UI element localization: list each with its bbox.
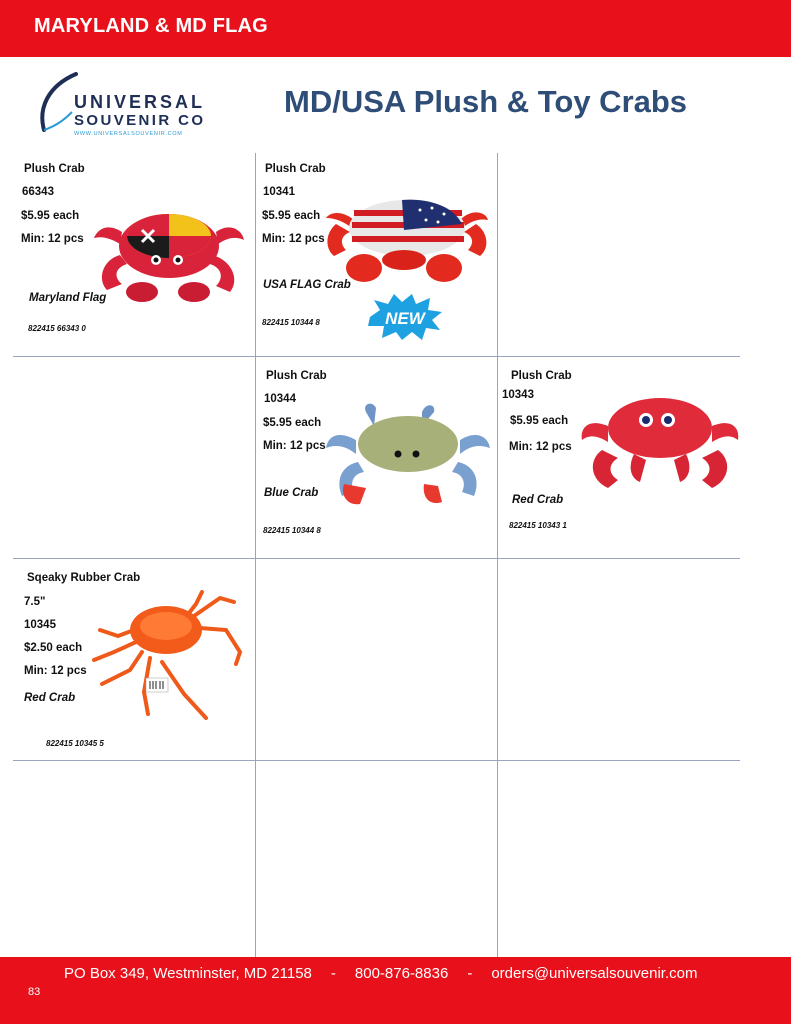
logo-text-line2: SOUVENIR CO (74, 112, 206, 129)
product-price: $5.95 each (21, 210, 80, 222)
grid-divider (13, 760, 740, 761)
footer-address: PO Box 349, Westminster, MD 21158 (64, 965, 312, 982)
product-price: $5.95 each (263, 417, 322, 429)
product-description: USA FLAG Crab (263, 279, 351, 291)
product-upc: 822415 10344 8 (263, 526, 321, 535)
product-name: Plush Crab (265, 163, 326, 175)
product-size: 7.5" (24, 596, 46, 608)
footer-separator: - (467, 965, 473, 982)
footer-phone[interactable]: 800-876-8836 (354, 965, 449, 982)
grid-divider (255, 153, 256, 957)
rubber-crab-image (90, 590, 246, 724)
usa-flag-plush-crab-image (324, 194, 490, 288)
product-item-number: 66343 (22, 186, 54, 198)
footer-email[interactable]: orders@universalsouvenir.com (491, 965, 698, 982)
product-item-number: 10344 (264, 393, 296, 405)
product-minimum: Min: 12 pcs (263, 440, 326, 452)
product-minimum: Min: 12 pcs (24, 665, 87, 677)
product-minimum: Min: 12 pcs (21, 233, 84, 245)
footer-separator: - (330, 965, 336, 982)
product-price: $2.50 each (24, 642, 83, 654)
page-number: 83 (28, 986, 41, 998)
grid-divider (13, 356, 740, 357)
logo-url: WWW.UNIVERSALSOUVENIR.COM (74, 131, 183, 137)
product-name: Plush Crab (24, 163, 85, 175)
new-badge-text: NEW (385, 309, 425, 328)
product-item-number: 10341 (263, 186, 295, 198)
maryland-flag-plush-crab-image (92, 200, 247, 306)
product-name: Sqeaky Rubber Crab (27, 572, 141, 584)
new-badge-icon (366, 292, 444, 342)
grid-divider (13, 558, 740, 559)
header-bar (0, 0, 791, 57)
product-description: Red Crab (512, 494, 564, 506)
product-price: $5.95 each (510, 415, 569, 427)
section-title: MARYLAND & MD FLAG (34, 15, 268, 37)
product-upc: 822415 10345 5 (46, 739, 104, 748)
company-logo (36, 68, 226, 144)
red-plush-crab-image (578, 388, 742, 500)
product-upc: 822415 66343 0 (28, 324, 86, 333)
page-title: MD/USA Plush & Toy Crabs (284, 84, 688, 119)
product-description: Blue Crab (264, 487, 319, 499)
product-description: Red Crab (24, 692, 76, 704)
product-upc: 822415 10343 1 (509, 521, 567, 530)
blue-plush-crab-image (326, 400, 490, 510)
grid-divider (497, 153, 498, 957)
product-name: Plush Crab (266, 370, 327, 382)
product-name: Plush Crab (511, 370, 572, 382)
logo-text-line1: UNIVERSAL (74, 92, 206, 112)
product-item-number: 10343 (502, 389, 534, 401)
product-minimum: Min: 12 pcs (262, 233, 325, 245)
product-price: $5.95 each (262, 210, 321, 222)
product-item-number: 10345 (24, 619, 56, 631)
footer-contact (64, 965, 724, 982)
product-minimum: Min: 12 pcs (509, 441, 572, 453)
product-upc: 822415 10344 8 (262, 318, 320, 327)
product-description: Maryland Flag (29, 292, 107, 304)
